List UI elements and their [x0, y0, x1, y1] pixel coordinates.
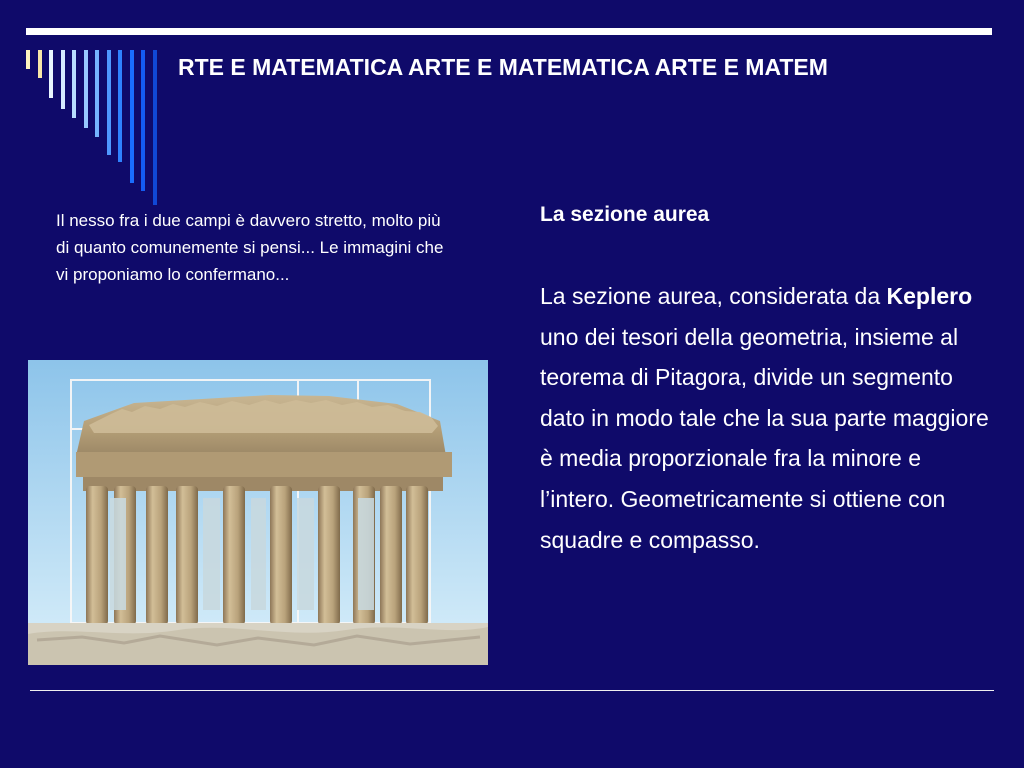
- temple-illustration: [28, 360, 488, 665]
- highlighted-name: Keplero: [886, 283, 973, 309]
- decorative-bar: [118, 50, 122, 162]
- intro-text: Il nesso fra i due campi è davvero stretto, molto più di quanto comunemente si pensi... Le immagini che vi proponiamo lo confermano...: [56, 211, 444, 284]
- bottom-divider: [30, 690, 994, 691]
- decorative-bar: [84, 50, 88, 128]
- entablature: [76, 452, 452, 477]
- section-heading: La sezione aurea: [540, 203, 710, 226]
- temple-image: [28, 360, 488, 665]
- body-prefix: La sezione aurea, considerata da: [540, 283, 887, 309]
- decorative-bar: [26, 50, 30, 69]
- decorative-bar: [49, 50, 53, 98]
- decorative-bar: [38, 50, 42, 78]
- temple-ruins: [28, 395, 488, 665]
- top-divider: [26, 28, 992, 35]
- body-suffix: uno dei tesori della geometria, insieme al teorema di Pitagora, divide un segmento dato in modo tale che la sua parte maggiore è media proporzionale fra la minore e l’intero. Geometricamente si ottiene con squadre e compasso.: [540, 323, 989, 553]
- decorative-bar: [61, 50, 65, 109]
- decorative-bar: [153, 50, 157, 205]
- slide-title: RTE E MATEMATICA ARTE E MATEMATICA ARTE E MATEM: [178, 54, 828, 80]
- decorative-bar: [107, 50, 111, 155]
- decorative-bar: [72, 50, 76, 118]
- decorative-bar: [95, 50, 99, 137]
- decorative-bar: [130, 50, 134, 183]
- decorative-bars: [26, 50, 176, 210]
- decorative-bar: [141, 50, 145, 191]
- body-text: [540, 276, 990, 560]
- foreground-rubble: [28, 627, 488, 665]
